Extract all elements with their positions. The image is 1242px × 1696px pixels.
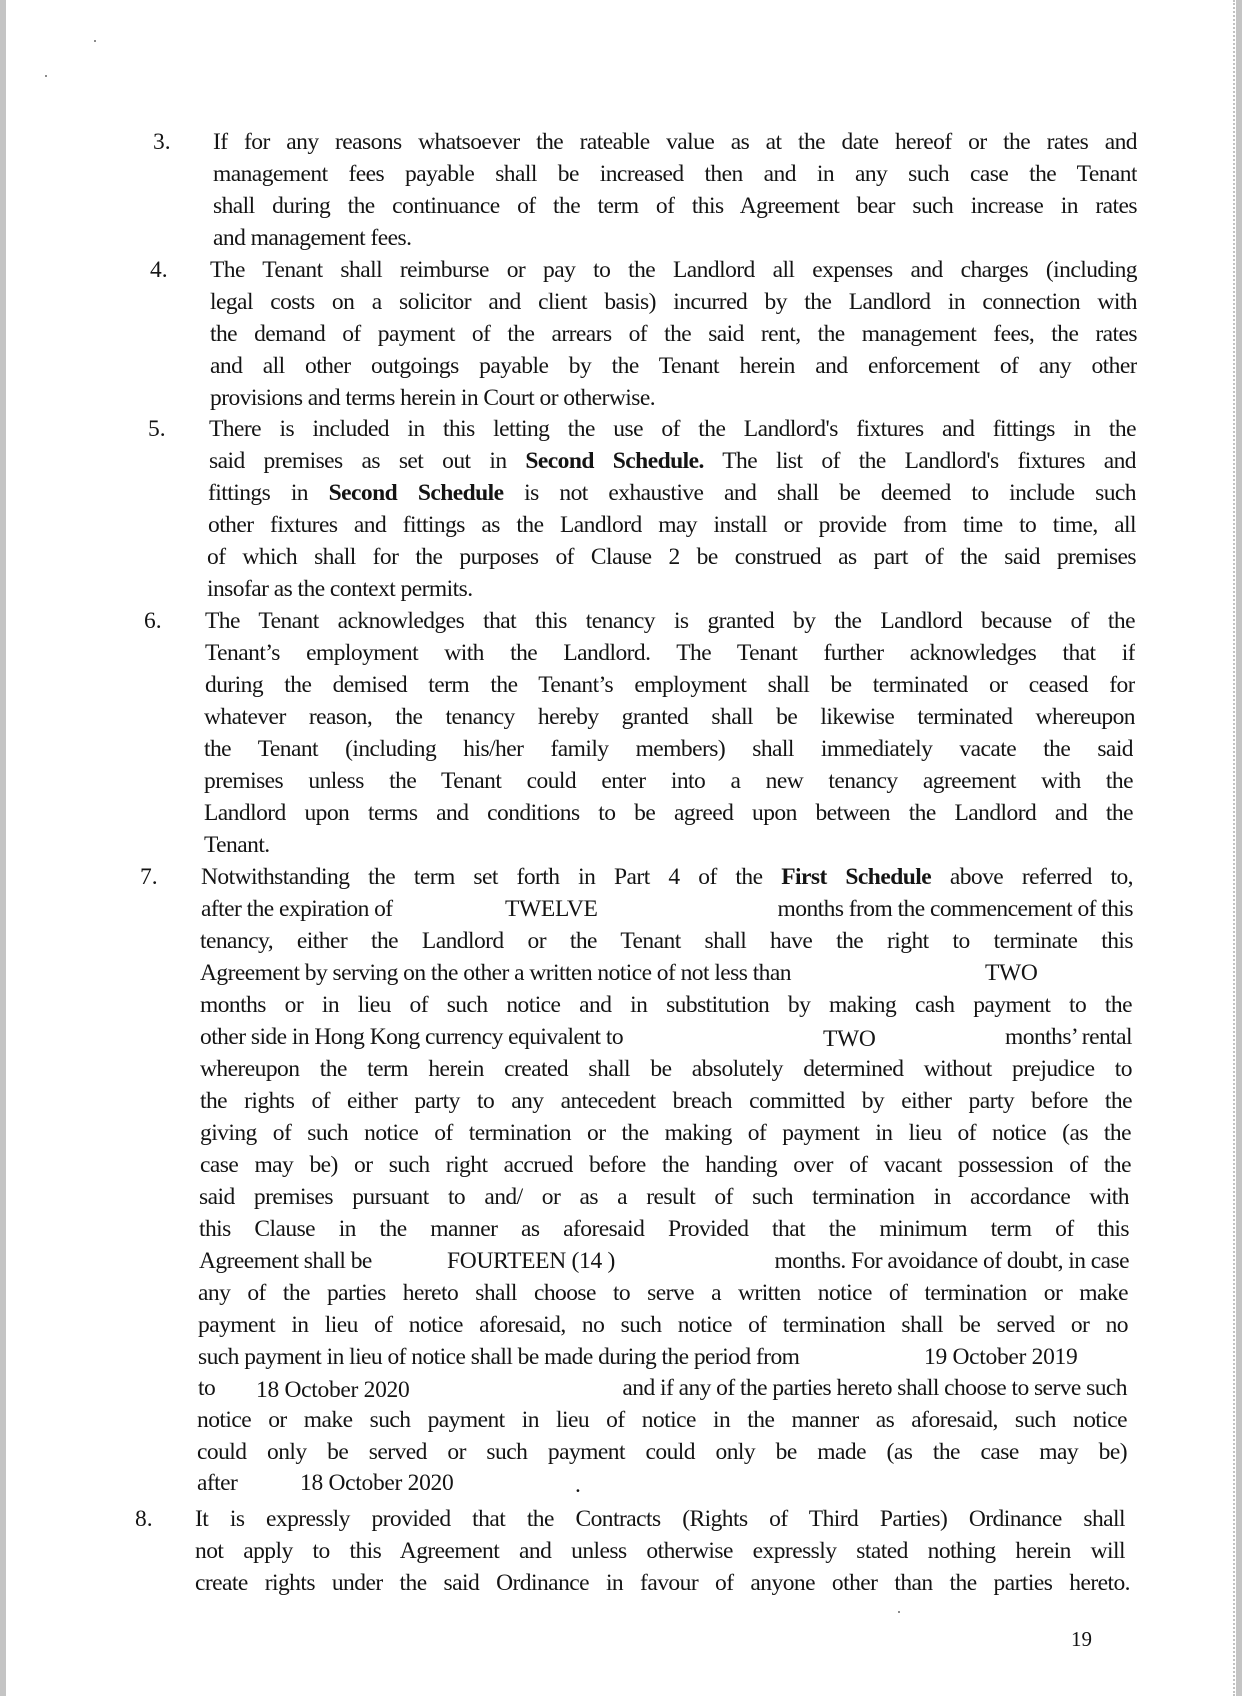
clause-number: 5. [148,416,166,442]
clause-line: not apply to this Agreement and unless otherwise expressly stated nothing herein will [195,1538,1125,1564]
scan-artifact-line [1233,0,1235,1696]
scan-speck [45,75,47,77]
clause-line: the rights of either party to any antecedent breach committed by either party before the [200,1088,1132,1114]
text-segment: above referred to, [931,864,1133,890]
clause-line: and management fees. [213,225,412,251]
clause-line-text: Agreement shall be [199,1248,372,1274]
filled-term-months: TWELVE [505,896,598,922]
clause-number: 8. [135,1506,153,1532]
text-segment: fittings in [208,480,329,506]
clause-line: Tenant’s employment with the Landlord. The Tenant further acknowledges that if [205,640,1135,666]
clause-line-text: other side in Hong Kong currency equivalent to [200,1024,624,1050]
page-number: 19 [1071,1627,1092,1651]
clause-line: during the demised term the Tenant’s employment shall be terminated or ceased for [205,672,1135,698]
clause-line: notice or make such payment in lieu of notice in the manner as aforesaid, such notice [197,1407,1127,1433]
clause-line: shall during the continuance of the term of this Agreement bear such increase in rates [213,193,1137,219]
clause-line: provisions and terms herein in Court or otherwise. [210,385,656,411]
clause-line: create rights under the said Ordinance in favour of anyone other than the parties hereto. [195,1570,1130,1596]
clause-line-text: after [197,1470,238,1496]
clause-line: legal costs on a solicitor and client basis) incurred by the Landlord in connection with [210,289,1137,315]
scan-speck [94,40,96,42]
clause-line: case may be) or such right accrued before the handing over of vacant possession of the [200,1152,1131,1178]
clause-line-text: to [198,1375,216,1401]
clause-line: any of the parties hereto shall choose to serve a written notice of termination or make [198,1280,1128,1306]
text-segment: Notwithstanding the term set forth in Part 4 of the [201,864,782,890]
clause-line: this Clause in the manner as aforesaid Provided that the minimum term of this [199,1216,1129,1242]
clause-line: and all other outgoings payable by the Tenant herein and enforcement of any other [210,353,1137,379]
filled-notice-period: TWO [985,960,1038,986]
filled-minimum-term: FOURTEEN (14 ) [447,1248,616,1274]
clause-number: 6. [144,608,162,634]
clause-number: 7. [140,864,158,890]
clause-line: tenancy, either the Landlord or the Tenant shall have the right to terminate this [200,928,1133,954]
scan-speck [898,1611,900,1613]
filled-restricted-period-end: 18 October 2020 [256,1377,410,1403]
clause-line-text: months. For avoidance of doubt, in case [774,1248,1129,1274]
text-segment: The list of the Landlord's fixtures and [703,448,1136,474]
clause-line-text: Agreement by serving on the other a written notice of not less than [200,960,791,986]
clause-line: the demand of payment of the arrears of the said rent, the management fees, the rates [210,321,1137,347]
clause-line: The Tenant acknowledges that this tenancy is granted by the Landlord because of the [205,608,1135,634]
clause-line: the Tenant (including his/her family members) shall immediately vacate the said [204,736,1133,762]
clause-line: whatever reason, the tenancy hereby granted shall be likewise terminated whereupon [204,704,1135,730]
clause-line: It is expressly provided that the Contracts (Rights of Third Parties) Ordinance shall [195,1506,1125,1532]
text-segment: is not exhaustive and shall be deemed to include such [503,480,1136,506]
clause-line: insofar as the context permits. [207,576,473,602]
bold-reference-second-schedule: Second Schedule [328,480,504,506]
clause-line: management fees payable shall be increased then and in any such case the Tenant [213,161,1137,187]
clause-line: premises unless the Tenant could enter into a new tenancy agreement with the [204,768,1133,794]
scan-edge-left [0,0,6,1696]
clause-number: 4. [150,257,168,283]
filled-payment-months: TWO [823,1026,876,1052]
clause-line [208,477,1136,509]
clause-line: could only be served or such payment could only be made (as the case may be) [197,1439,1127,1465]
bold-reference-first-schedule: First Schedule [781,864,932,890]
scan-edge-right [1236,0,1242,1696]
clause-line-text: and if any of the parties hereto shall choose to serve such [622,1375,1127,1401]
clause-number: 3. [153,129,171,155]
filled-notice-after-date: 18 October 2020 [300,1470,454,1496]
clause-line: payment in lieu of notice aforesaid, no such notice of termination shall be served or no [198,1312,1128,1338]
clause-line: Tenant. [204,832,270,858]
clause-line: other fixtures and fittings as the Landlord may install or provide from time to time, all [208,512,1136,538]
clause-line: months or in lieu of such notice and in substitution by making cash payment to the [200,992,1132,1018]
clause-line: There is included in this letting the use of the Landlord's fixtures and fittings in the [209,416,1136,442]
clause-line [209,445,1136,477]
clause-line [201,861,1133,893]
clause-line: The Tenant shall reimburse or pay to the Landlord all expenses and charges (including [210,257,1137,283]
clause-line: giving of such notice of termination or the making of payment in lieu of notice (as the [200,1120,1131,1146]
text-segment: said premises as set out in [209,448,526,474]
clause-line: Landlord upon terms and conditions to be agreed upon between the Landlord and the [204,800,1133,826]
clause-line: whereupon the term herein created shall be absolutely determined without prejudice to [200,1056,1132,1082]
clause-line-text: months from the commencement of this [777,896,1133,922]
clause-line: said premises pursuant to and/ or as a result of such termination in accordance with [199,1184,1129,1210]
clause-line-text: . [575,1472,581,1498]
clause-line-text: after the expiration of [201,896,393,922]
bold-reference-second-schedule: Second Schedule. [525,448,704,474]
clause-line-text: months’ rental [1005,1024,1132,1050]
clause-line: of which shall for the purposes of Clause 2 be construed as part of the said premises [207,544,1136,570]
clause-line: If for any reasons whatsoever the rateable value as at the date hereof or the rates and [213,129,1137,155]
clause-line-text: such payment in lieu of notice shall be made during the period from [198,1344,800,1370]
filled-restricted-period-start: 19 October 2019 [924,1344,1078,1370]
